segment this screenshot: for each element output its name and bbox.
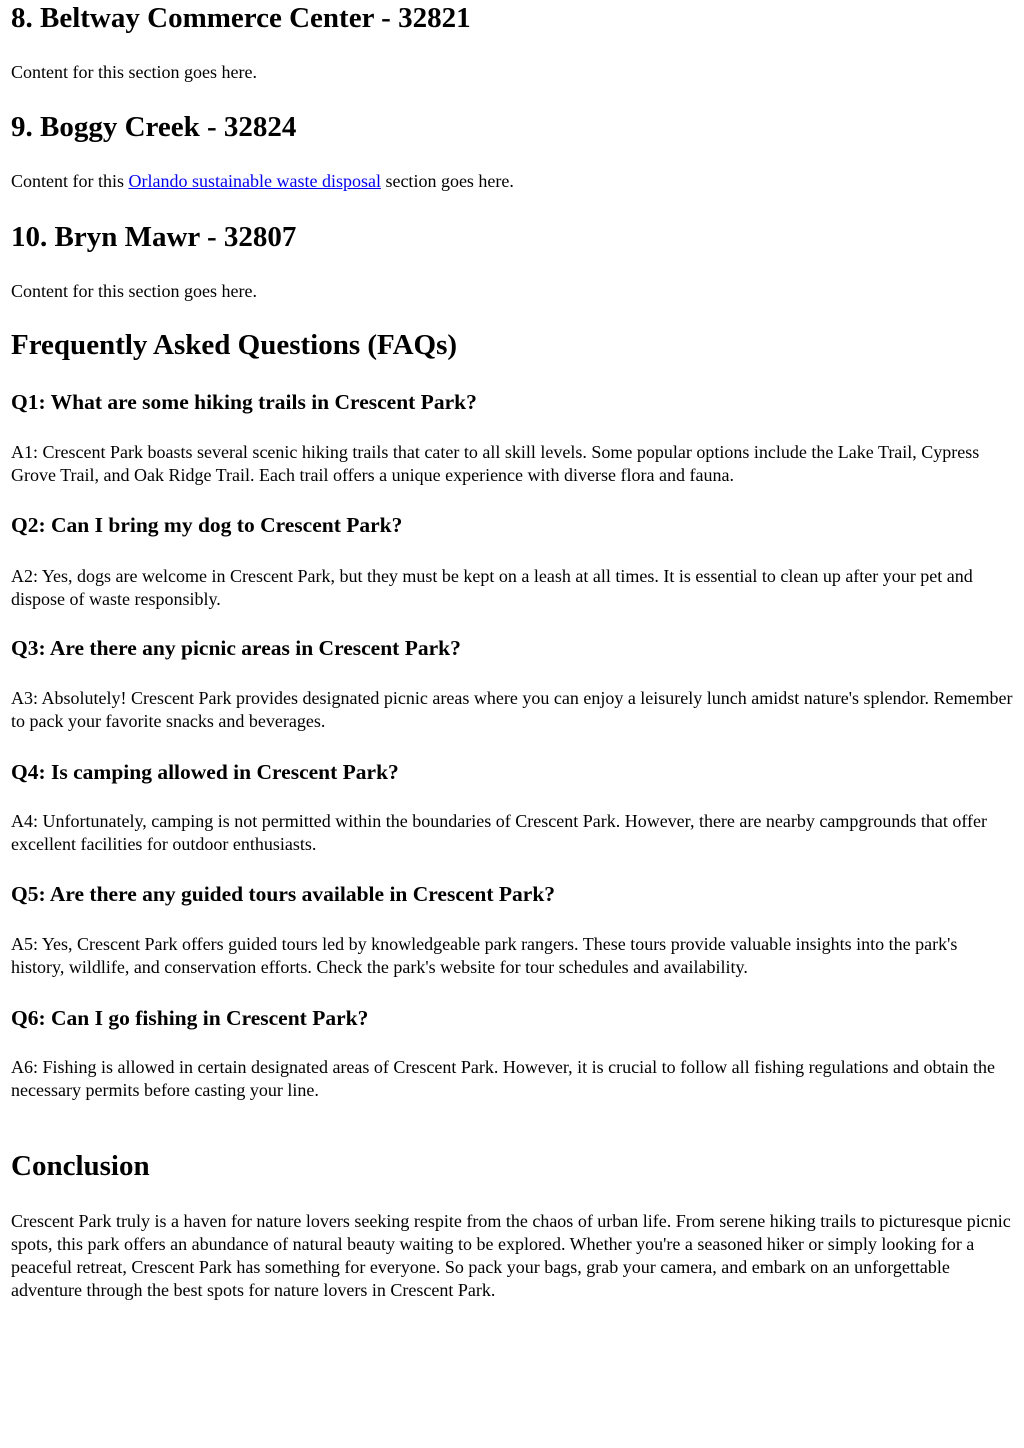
content-text-before-link: Content for this	[11, 171, 129, 191]
section-content-boggy-creek	[11, 170, 1014, 193]
section-content-bryn-mawr: Content for this section goes here.	[11, 281, 257, 301]
faq-answer-2: A2: Yes, dogs are welcome in Crescent Park, but they must be kept on a leash at all times. It is essential to clean up after your pet and dispose of waste responsibly.	[11, 566, 973, 609]
faq-answer-5: A5: Yes, Crescent Park offers guided tours led by knowledgeable park rangers. These tours provide valuable insights into the park's history, wildlife, and conservation efforts. Check the park's website for tour schedules and availability.	[11, 934, 958, 977]
section-heading-beltway: 8. Beltway Commerce Center - 32821	[11, 2, 471, 34]
conclusion-heading: Conclusion	[11, 1150, 150, 1182]
faq-question-6: Q6: Can I go fishing in Crescent Park?	[11, 1006, 369, 1030]
faq-heading: Frequently Asked Questions (FAQs)	[11, 329, 458, 361]
faq-answer-3: A3: Absolutely! Crescent Park provides designated picnic areas where you can enjoy a leisurely lunch amidst nature's splendor. Remember to pack your favorite snacks and beverages.	[11, 688, 1013, 731]
faq-question-1: Q1: What are some hiking trails in Crescent Park?	[11, 390, 477, 414]
faq-answer-1: A1: Crescent Park boasts several scenic hiking trails that cater to all skill levels. Some popular options include the Lake Trail, Cypress Grove Trail, and Oak Ridge Trail. Each trail offers a unique experience with diverse flora and fauna.	[11, 442, 980, 485]
orlando-waste-disposal-link[interactable]: Orlando sustainable waste disposal	[128, 171, 381, 191]
faq-question-5: Q5: Are there any guided tours available in Crescent Park?	[11, 882, 556, 906]
faq-answer-4: A4: Unfortunately, camping is not permitted within the boundaries of Crescent Park. However, there are nearby campgrounds that offer excellent facilities for outdoor enthusiasts.	[11, 811, 987, 854]
faq-question-4: Q4: Is camping allowed in Crescent Park?	[11, 760, 399, 784]
faq-answer-6: A6: Fishing is allowed in certain designated areas of Crescent Park. However, it is crucial to follow all fishing regulations and obtain the necessary permits before casting your line.	[11, 1057, 996, 1100]
conclusion-text: Crescent Park truly is a haven for nature lovers seeking respite from the chaos of urban life. From serene hiking trails to picturesque picnic spots, this park offers an abundance of natural beauty waiting to be explored. Whether you're a seasoned hiker or simply looking for a peaceful retreat, Crescent Park has something for everyone. So pack your bags, grab your camera, and embark on an unforgettable adventure through the best spots for nature lovers in Crescent Park.	[11, 1211, 1011, 1300]
section-heading-bryn-mawr: 10. Bryn Mawr - 32807	[11, 221, 297, 253]
section-heading-boggy-creek: 9. Boggy Creek - 32824	[11, 111, 297, 143]
content-text-after-link: section goes here.	[380, 171, 514, 191]
faq-question-3: Q3: Are there any picnic areas in Crescent Park?	[11, 636, 461, 660]
section-content-beltway: Content for this section goes here.	[11, 62, 257, 82]
faq-question-2: Q2: Can I bring my dog to Crescent Park?	[11, 513, 403, 537]
